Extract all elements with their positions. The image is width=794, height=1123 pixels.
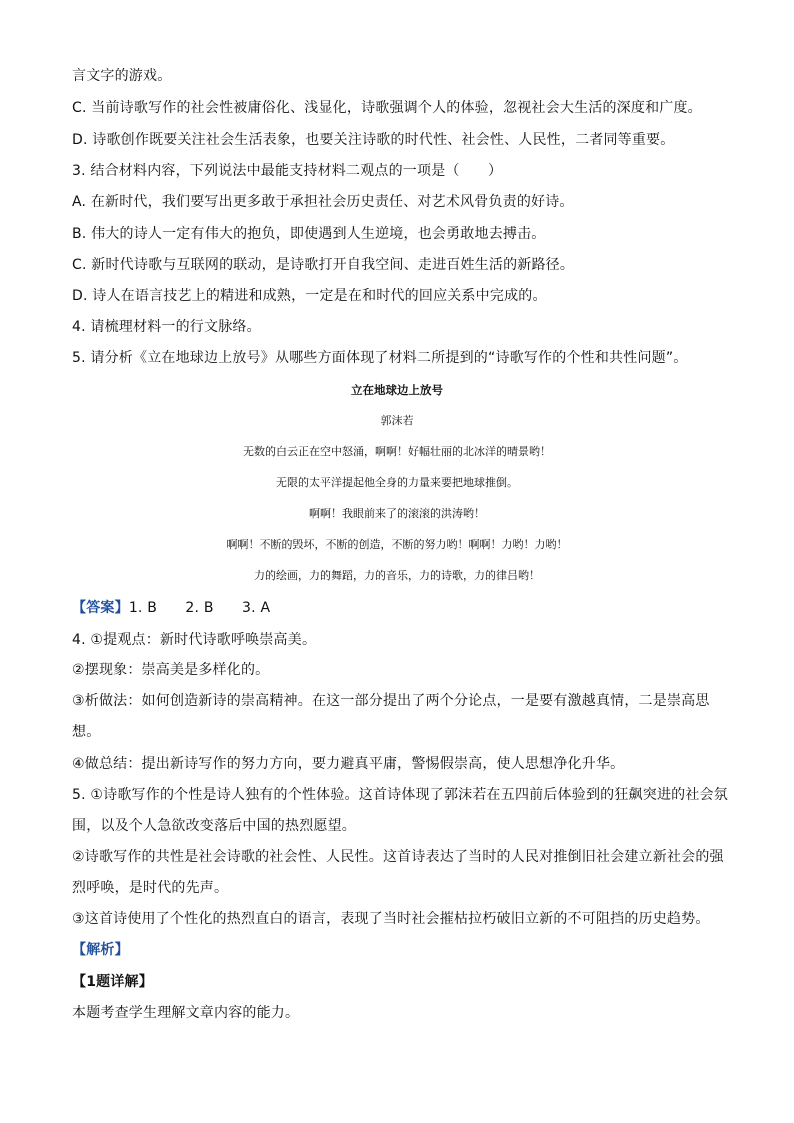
analysis-label: 【解析】 xyxy=(72,942,129,958)
answer-row xyxy=(72,598,270,618)
answer-5-line: ②诗歌写作的共性是社会诗歌的社会性、人民性。这首诗表达了当时的人民对推倒旧社会建立新社会的强 xyxy=(72,849,724,865)
question-5: 5. 请分析《立在地球边上放号》从哪些方面体现了材料二所提到的“诗歌写作的个性和共性问题”。 xyxy=(72,350,688,366)
answer-4-line: ②摆现象：崇高美是多样化的。 xyxy=(72,662,270,678)
answer-items: 1. B 2. B 3. A xyxy=(128,600,271,616)
question-3-option-c: C. 新时代诗歌与互联网的联动，是诗歌打开自我空间、走进百姓生活的新路径。 xyxy=(72,257,575,273)
poem-line: 力的绘画，力的舞蹈，力的音乐，力的诗歌，力的律吕哟！ xyxy=(254,569,540,582)
answer-4-line: 4. ①提观点：新时代诗歌呼唤崇高美。 xyxy=(72,632,317,648)
answer-4-line: ④做总结：提出新诗写作的努力方向，要力避真平庸，警惕假崇高，使人思想净化升华。 xyxy=(72,756,625,772)
poem-title: 立在地球边上放号 xyxy=(351,383,443,397)
option-d: D. 诗歌创作既要关注社会生活表象，也要关注诗歌的时代性、社会性、人民性，二者同等重要。 xyxy=(72,132,675,148)
answer-5-line: ③这首诗使用了个性化的热烈直白的语言，表现了当时社会摧枯拉朽破旧立新的不可阻挡的历史趋势。 xyxy=(72,911,710,927)
answer-5-line: 围，以及个人急欲改变落后中国的热烈愿望。 xyxy=(72,818,356,834)
question-3-option-a: A. 在新时代，我们要写出更多敢于承担社会历史责任、对艺术风骨负责的好诗。 xyxy=(72,194,574,210)
answer-4-line: 想。 xyxy=(72,724,101,740)
option-c: C. 当前诗歌写作的社会性被庸俗化、浅显化，诗歌强调个人的体验，忽视社会大生活的深度和广度。 xyxy=(72,100,702,116)
answer-5-line: 烈呼唤，是时代的先声。 xyxy=(72,880,229,896)
answer-4-line: ③析做法：如何创造新诗的崇高精神。在这一部分提出了两个分论点，一是要有激越真情，二是崇高思 xyxy=(72,693,710,709)
poem-line: 啊啊！我眼前来了的滚滚的洪涛哟！ xyxy=(309,507,485,520)
detail-text: 本题考查学生理解文章内容的能力。 xyxy=(72,1005,300,1021)
answer-label: 【答案】 xyxy=(72,600,129,616)
poem-line: 啊啊！不断的毁坏，不断的创造，不断的努力哟！啊啊！力哟！力哟！ xyxy=(226,538,568,551)
poem-line: 无数的白云正在空中怒涌，啊啊！好幅壮丽的北冰洋的晴景哟！ xyxy=(243,445,551,458)
question-4: 4. 请梳理材料一的行文脉络。 xyxy=(72,319,261,335)
detail-label: 【1题详解】 xyxy=(72,974,153,990)
question-3-option-d: D. 诗人在语言技艺上的精进和成熟，一定是在和时代的回应关系中完成的。 xyxy=(72,288,547,304)
answer-5-line: 5. ①诗歌写作的个性是诗人独有的个性体验。这首诗体现了郭沫若在五四前后体验到的狂飙突进的社会氛 xyxy=(72,787,728,803)
poem-author: 郭沫若 xyxy=(380,414,414,427)
poem-line: 无限的太平洋提起他全身的力量来要把地球推倒。 xyxy=(276,476,518,489)
option-continuation: 言文字的游戏。 xyxy=(72,68,172,84)
question-3-option-b: B. 伟大的诗人一定有伟大的抱负，即使遇到人生逆境，也会勇敢地去搏击。 xyxy=(72,226,546,242)
question-3-stem: 3. 结合材料内容，下列说法中最能支持材料二观点的一项是（ ） xyxy=(72,163,503,179)
